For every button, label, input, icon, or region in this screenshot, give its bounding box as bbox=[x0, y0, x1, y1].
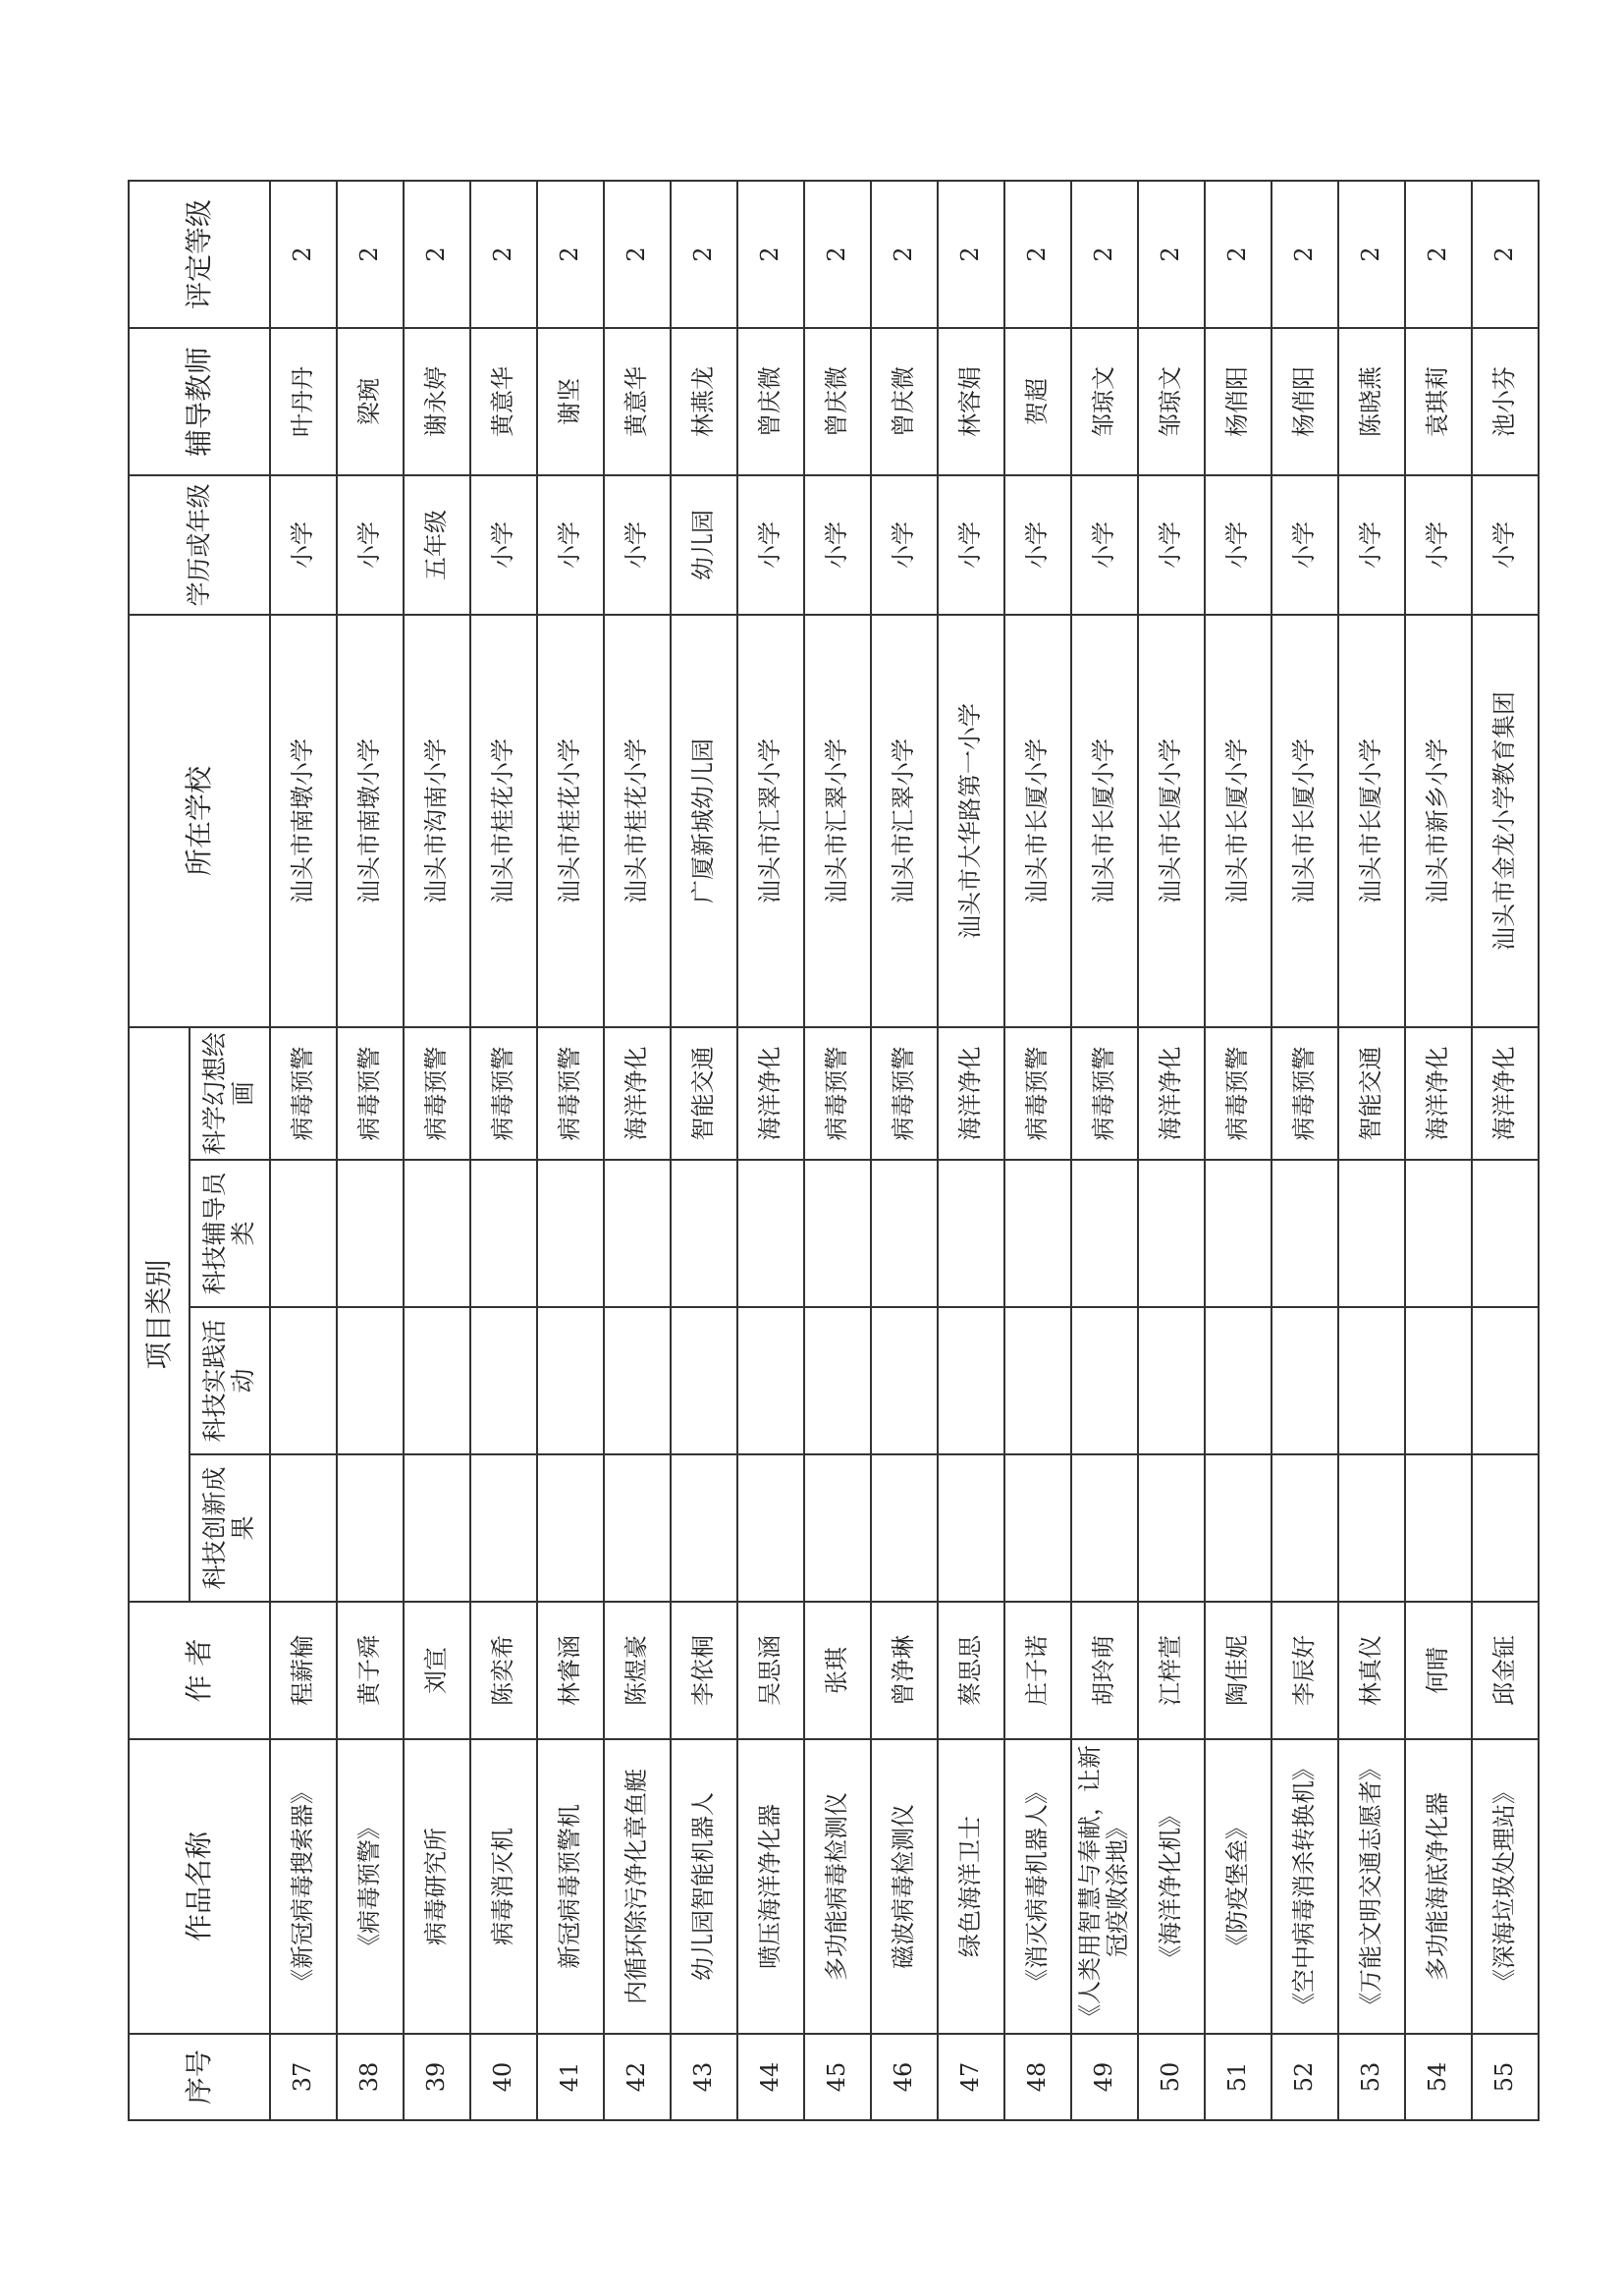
cell-teacher: 杨俏阳 bbox=[1205, 328, 1271, 475]
table-row bbox=[1138, 181, 1205, 2120]
cell-author: 胡玲萌 bbox=[1071, 1602, 1138, 1739]
cell-teacher: 曾庆微 bbox=[871, 328, 938, 475]
cell-school: 汕头市新乡小学 bbox=[1405, 615, 1472, 1027]
cell-seq: 43 bbox=[671, 2034, 737, 2120]
table-row bbox=[1004, 181, 1071, 2120]
cell-innovation bbox=[1138, 1454, 1205, 1602]
cell-author: 陈煜豪 bbox=[604, 1602, 671, 1739]
cell-title: 《海洋净化机》 bbox=[1138, 1739, 1205, 2034]
cell-practice bbox=[1138, 1307, 1205, 1454]
cell-teacher: 黄意华 bbox=[470, 328, 537, 475]
cell-seq: 46 bbox=[871, 2034, 938, 2120]
table-row bbox=[1205, 181, 1271, 2120]
cell-innovation bbox=[537, 1454, 604, 1602]
cell-tutor bbox=[1271, 1160, 1338, 1307]
cell-level: 2 bbox=[537, 181, 604, 328]
cell-title: 喷压海洋净化器 bbox=[737, 1739, 804, 2034]
table-row bbox=[671, 181, 737, 2120]
cell-tutor bbox=[804, 1160, 871, 1307]
cell-practice bbox=[270, 1307, 337, 1454]
cell-innovation bbox=[470, 1454, 537, 1602]
cell-title: 《空中病毒消杀转换机》 bbox=[1271, 1739, 1338, 2034]
cell-painting: 病毒预警 bbox=[270, 1027, 337, 1160]
cell-grade: 小学 bbox=[1405, 475, 1472, 615]
table-row bbox=[470, 181, 537, 2120]
cell-grade: 小学 bbox=[737, 475, 804, 615]
cell-level: 2 bbox=[1004, 181, 1071, 328]
cell-seq: 53 bbox=[1338, 2034, 1405, 2120]
cell-innovation bbox=[737, 1454, 804, 1602]
cell-author: 陶佳妮 bbox=[1205, 1602, 1271, 1739]
cell-level: 2 bbox=[404, 181, 470, 328]
cell-innovation bbox=[671, 1454, 737, 1602]
cell-practice bbox=[337, 1307, 404, 1454]
table-row bbox=[270, 181, 337, 2120]
cell-author: 吴思涵 bbox=[737, 1602, 804, 1739]
cell-seq: 48 bbox=[1004, 2034, 1071, 2120]
cell-teacher: 陈晓燕 bbox=[1338, 328, 1405, 475]
header-author: 作 者 bbox=[129, 1602, 270, 1739]
cell-tutor bbox=[671, 1160, 737, 1307]
cell-school: 汕头市桂花小学 bbox=[537, 615, 604, 1027]
cell-innovation bbox=[1472, 1454, 1539, 1602]
header-teacher: 辅导教师 bbox=[129, 328, 270, 475]
cell-grade: 幼儿园 bbox=[671, 475, 737, 615]
cell-tutor bbox=[537, 1160, 604, 1307]
cell-title: 磁波病毒检测仪 bbox=[871, 1739, 938, 2034]
cell-painting: 病毒预警 bbox=[1004, 1027, 1071, 1160]
cell-teacher: 曾庆微 bbox=[737, 328, 804, 475]
cell-author: 黄子舜 bbox=[337, 1602, 404, 1739]
cell-practice bbox=[470, 1307, 537, 1454]
rotated-table-container bbox=[128, 182, 1519, 2121]
cell-seq: 52 bbox=[1271, 2034, 1338, 2120]
cell-school: 汕头市长厦小学 bbox=[1004, 615, 1071, 1027]
cell-author: 江梓萱 bbox=[1138, 1602, 1205, 1739]
cell-level: 2 bbox=[1205, 181, 1271, 328]
cell-school: 汕头市汇翠小学 bbox=[804, 615, 871, 1027]
cell-teacher: 曾庆微 bbox=[804, 328, 871, 475]
table-row bbox=[737, 181, 804, 2120]
cell-title: 《病毒预警》 bbox=[337, 1739, 404, 2034]
cell-title: 新冠病毒预警机 bbox=[537, 1739, 604, 2034]
cell-innovation bbox=[1271, 1454, 1338, 1602]
cell-author: 林睿涵 bbox=[537, 1602, 604, 1739]
cell-author: 陈奕希 bbox=[470, 1602, 537, 1739]
cell-seq: 44 bbox=[737, 2034, 804, 2120]
table-row bbox=[604, 181, 671, 2120]
cell-author: 程薪榆 bbox=[270, 1602, 337, 1739]
cell-practice bbox=[1205, 1307, 1271, 1454]
table-row bbox=[1472, 181, 1539, 2120]
cell-title: 《消灭病毒机器人》 bbox=[1004, 1739, 1071, 2034]
cell-tutor bbox=[1338, 1160, 1405, 1307]
cell-tutor bbox=[470, 1160, 537, 1307]
cell-practice bbox=[871, 1307, 938, 1454]
cell-teacher: 谢坚 bbox=[537, 328, 604, 475]
cell-painting: 海洋净化 bbox=[737, 1027, 804, 1160]
cell-author: 李辰好 bbox=[1271, 1602, 1338, 1739]
cell-teacher: 邹琼文 bbox=[1138, 328, 1205, 475]
cell-seq: 42 bbox=[604, 2034, 671, 2120]
header-title: 作品名称 bbox=[129, 1739, 270, 2034]
cell-innovation bbox=[871, 1454, 938, 1602]
cell-seq: 37 bbox=[270, 2034, 337, 2120]
cell-seq: 54 bbox=[1405, 2034, 1472, 2120]
cell-school: 汕头市大华路第一小学 bbox=[938, 615, 1004, 1027]
cell-practice bbox=[671, 1307, 737, 1454]
table-row bbox=[1405, 181, 1472, 2120]
cell-author: 李依桐 bbox=[671, 1602, 737, 1739]
cell-title: 多功能病毒检测仪 bbox=[804, 1739, 871, 2034]
cell-tutor bbox=[1405, 1160, 1472, 1307]
cell-title: 《人类用智慧与奉献，让新冠疫败涂地》 bbox=[1071, 1739, 1138, 2034]
table-row bbox=[537, 181, 604, 2120]
cell-level: 2 bbox=[604, 181, 671, 328]
cell-painting: 病毒预警 bbox=[1071, 1027, 1138, 1160]
cell-painting: 病毒预警 bbox=[337, 1027, 404, 1160]
header-category: 项目类别 bbox=[129, 1027, 189, 1602]
cell-seq: 41 bbox=[537, 2034, 604, 2120]
cell-level: 2 bbox=[671, 181, 737, 328]
cell-grade: 小学 bbox=[871, 475, 938, 615]
cell-innovation bbox=[604, 1454, 671, 1602]
cell-teacher: 邹琼文 bbox=[1071, 328, 1138, 475]
cell-teacher: 谢永婷 bbox=[404, 328, 470, 475]
cell-school: 汕头市汇翠小学 bbox=[871, 615, 938, 1027]
cell-innovation bbox=[1338, 1454, 1405, 1602]
cell-school: 广厦新城幼儿园 bbox=[671, 615, 737, 1027]
cell-seq: 39 bbox=[404, 2034, 470, 2120]
cell-grade: 小学 bbox=[1472, 475, 1539, 615]
cell-level: 2 bbox=[1472, 181, 1539, 328]
cell-practice bbox=[604, 1307, 671, 1454]
cell-title: 幼儿园智能机器人 bbox=[671, 1739, 737, 2034]
cell-tutor bbox=[1071, 1160, 1138, 1307]
cell-grade: 小学 bbox=[1338, 475, 1405, 615]
cell-practice bbox=[737, 1307, 804, 1454]
cell-teacher: 袁琪莉 bbox=[1405, 328, 1472, 475]
table-row bbox=[337, 181, 404, 2120]
cell-title: 《万能文明交通志愿者》 bbox=[1338, 1739, 1405, 2034]
cell-title: 《深海垃圾处理站》 bbox=[1472, 1739, 1539, 2034]
cell-grade: 小学 bbox=[270, 475, 337, 615]
cell-practice bbox=[404, 1307, 470, 1454]
cell-school: 汕头市桂花小学 bbox=[470, 615, 537, 1027]
header-cat-tutor: 科技辅导员类 bbox=[189, 1160, 270, 1307]
header-cat-practice: 科技实践活动 bbox=[189, 1307, 270, 1454]
cell-painting: 海洋净化 bbox=[1405, 1027, 1472, 1160]
cell-painting: 病毒预警 bbox=[1271, 1027, 1338, 1160]
cell-seq: 40 bbox=[470, 2034, 537, 2120]
cell-tutor bbox=[737, 1160, 804, 1307]
cell-grade: 小学 bbox=[1271, 475, 1338, 615]
cell-innovation bbox=[1071, 1454, 1138, 1602]
cell-tutor bbox=[404, 1160, 470, 1307]
cell-author: 庄子诺 bbox=[1004, 1602, 1071, 1739]
cell-school: 汕头市长厦小学 bbox=[1205, 615, 1271, 1027]
cell-practice bbox=[1405, 1307, 1472, 1454]
cell-school: 汕头市长厦小学 bbox=[1338, 615, 1405, 1027]
cell-school: 汕头市长厦小学 bbox=[1138, 615, 1205, 1027]
cell-title: 《新冠病毒搜索器》 bbox=[270, 1739, 337, 2034]
cell-innovation bbox=[804, 1454, 871, 1602]
header-cat-painting: 科学幻想绘画 bbox=[189, 1027, 270, 1160]
cell-tutor bbox=[337, 1160, 404, 1307]
cell-practice bbox=[1472, 1307, 1539, 1454]
cell-level: 2 bbox=[938, 181, 1004, 328]
cell-title: 《防疫堡垒》 bbox=[1205, 1739, 1271, 2034]
cell-painting: 海洋净化 bbox=[1138, 1027, 1205, 1160]
cell-innovation bbox=[404, 1454, 470, 1602]
cell-seq: 51 bbox=[1205, 2034, 1271, 2120]
cell-school: 汕头市南墩小学 bbox=[270, 615, 337, 1027]
cell-author: 张琪 bbox=[804, 1602, 871, 1739]
cell-grade: 小学 bbox=[1138, 475, 1205, 615]
table-row bbox=[404, 181, 470, 2120]
cell-teacher: 贺超 bbox=[1004, 328, 1071, 475]
cell-teacher: 林容娟 bbox=[938, 328, 1004, 475]
cell-practice bbox=[1338, 1307, 1405, 1454]
table-row bbox=[1338, 181, 1405, 2120]
cell-grade: 小学 bbox=[470, 475, 537, 615]
cell-level: 2 bbox=[1071, 181, 1138, 328]
cell-seq: 55 bbox=[1472, 2034, 1539, 2120]
cell-level: 2 bbox=[1405, 181, 1472, 328]
cell-author: 刘宣 bbox=[404, 1602, 470, 1739]
cell-level: 2 bbox=[1338, 181, 1405, 328]
header-level: 评定等级 bbox=[129, 181, 270, 328]
cell-tutor bbox=[604, 1160, 671, 1307]
cell-tutor bbox=[1138, 1160, 1205, 1307]
cell-seq: 49 bbox=[1071, 2034, 1138, 2120]
cell-tutor bbox=[1472, 1160, 1539, 1307]
cell-grade: 小学 bbox=[1205, 475, 1271, 615]
cell-author: 蔡思思 bbox=[938, 1602, 1004, 1739]
cell-school: 汕头市金龙小学教育集团 bbox=[1472, 615, 1539, 1027]
cell-painting: 病毒预警 bbox=[1205, 1027, 1271, 1160]
cell-school: 汕头市汇翠小学 bbox=[737, 615, 804, 1027]
cell-painting: 智能交通 bbox=[1338, 1027, 1405, 1160]
cell-practice bbox=[537, 1307, 604, 1454]
cell-teacher: 黄意华 bbox=[604, 328, 671, 475]
cell-painting: 海洋净化 bbox=[1472, 1027, 1539, 1160]
cell-level: 2 bbox=[804, 181, 871, 328]
cell-painting: 病毒预警 bbox=[470, 1027, 537, 1160]
cell-level: 2 bbox=[470, 181, 537, 328]
cell-innovation bbox=[337, 1454, 404, 1602]
cell-tutor bbox=[270, 1160, 337, 1307]
cell-grade: 小学 bbox=[938, 475, 1004, 615]
cell-level: 2 bbox=[737, 181, 804, 328]
cell-innovation bbox=[1405, 1454, 1472, 1602]
table-row bbox=[871, 181, 938, 2120]
cell-painting: 海洋净化 bbox=[938, 1027, 1004, 1160]
cell-title: 内循环除污净化章鱼艇 bbox=[604, 1739, 671, 2034]
cell-school: 汕头市南墩小学 bbox=[337, 615, 404, 1027]
header-grade: 学历或年级 bbox=[129, 475, 270, 615]
cell-painting: 智能交通 bbox=[671, 1027, 737, 1160]
cell-level: 2 bbox=[337, 181, 404, 328]
cell-teacher: 池小芬 bbox=[1472, 328, 1539, 475]
cell-innovation bbox=[1205, 1454, 1271, 1602]
cell-school: 汕头市桂花小学 bbox=[604, 615, 671, 1027]
cell-school: 汕头市长厦小学 bbox=[1071, 615, 1138, 1027]
cell-innovation bbox=[1004, 1454, 1071, 1602]
cell-painting: 海洋净化 bbox=[604, 1027, 671, 1160]
cell-practice bbox=[938, 1307, 1004, 1454]
table-body bbox=[270, 181, 1539, 2120]
cell-level: 2 bbox=[1271, 181, 1338, 328]
cell-tutor bbox=[1004, 1160, 1071, 1307]
cell-painting: 病毒预警 bbox=[804, 1027, 871, 1160]
cell-school: 汕头市长厦小学 bbox=[1271, 615, 1338, 1027]
cell-title: 多功能海底净化器 bbox=[1405, 1739, 1472, 2034]
cell-teacher: 叶丹丹 bbox=[270, 328, 337, 475]
cell-innovation bbox=[938, 1454, 1004, 1602]
cell-practice bbox=[804, 1307, 871, 1454]
cell-grade: 小学 bbox=[537, 475, 604, 615]
cell-teacher: 杨俏阳 bbox=[1271, 328, 1338, 475]
cell-author: 何晴 bbox=[1405, 1602, 1472, 1739]
cell-practice bbox=[1271, 1307, 1338, 1454]
cell-tutor bbox=[1205, 1160, 1271, 1307]
table-row bbox=[804, 181, 871, 2120]
cell-grade: 小学 bbox=[1004, 475, 1071, 615]
header-school: 所在学校 bbox=[129, 615, 270, 1027]
cell-title: 绿色海洋卫士 bbox=[938, 1739, 1004, 2034]
header-seq: 序号 bbox=[129, 2034, 270, 2120]
cell-grade: 五年级 bbox=[404, 475, 470, 615]
cell-grade: 小学 bbox=[337, 475, 404, 615]
cell-author: 邱金钲 bbox=[1472, 1602, 1539, 1739]
cell-grade: 小学 bbox=[604, 475, 671, 615]
cell-seq: 50 bbox=[1138, 2034, 1205, 2120]
cell-level: 2 bbox=[871, 181, 938, 328]
cell-level: 2 bbox=[270, 181, 337, 328]
cell-author: 林真仪 bbox=[1338, 1602, 1405, 1739]
cell-seq: 47 bbox=[938, 2034, 1004, 2120]
cell-practice bbox=[1071, 1307, 1138, 1454]
cell-painting: 病毒预警 bbox=[537, 1027, 604, 1160]
table-row bbox=[938, 181, 1004, 2120]
cell-seq: 38 bbox=[337, 2034, 404, 2120]
cell-innovation bbox=[270, 1454, 337, 1602]
cell-tutor bbox=[938, 1160, 1004, 1307]
cell-school: 汕头市沟南小学 bbox=[404, 615, 470, 1027]
header-cat-innovation: 科技创新成果 bbox=[189, 1454, 270, 1602]
cell-grade: 小学 bbox=[1071, 475, 1138, 615]
cell-painting: 病毒预警 bbox=[404, 1027, 470, 1160]
cell-title: 病毒消灭机 bbox=[470, 1739, 537, 2034]
cell-teacher: 梁琬 bbox=[337, 328, 404, 475]
cell-painting: 病毒预警 bbox=[871, 1027, 938, 1160]
cell-author: 曾浄琳 bbox=[871, 1602, 938, 1739]
cell-teacher: 林燕龙 bbox=[671, 328, 737, 475]
award-table bbox=[128, 180, 1540, 2121]
cell-seq: 45 bbox=[804, 2034, 871, 2120]
cell-title: 病毒研究所 bbox=[404, 1739, 470, 2034]
cell-grade: 小学 bbox=[804, 475, 871, 615]
cell-practice bbox=[1004, 1307, 1071, 1454]
cell-level: 2 bbox=[1138, 181, 1205, 328]
table-row bbox=[1071, 181, 1138, 2120]
cell-tutor bbox=[871, 1160, 938, 1307]
table-row bbox=[1271, 181, 1338, 2120]
